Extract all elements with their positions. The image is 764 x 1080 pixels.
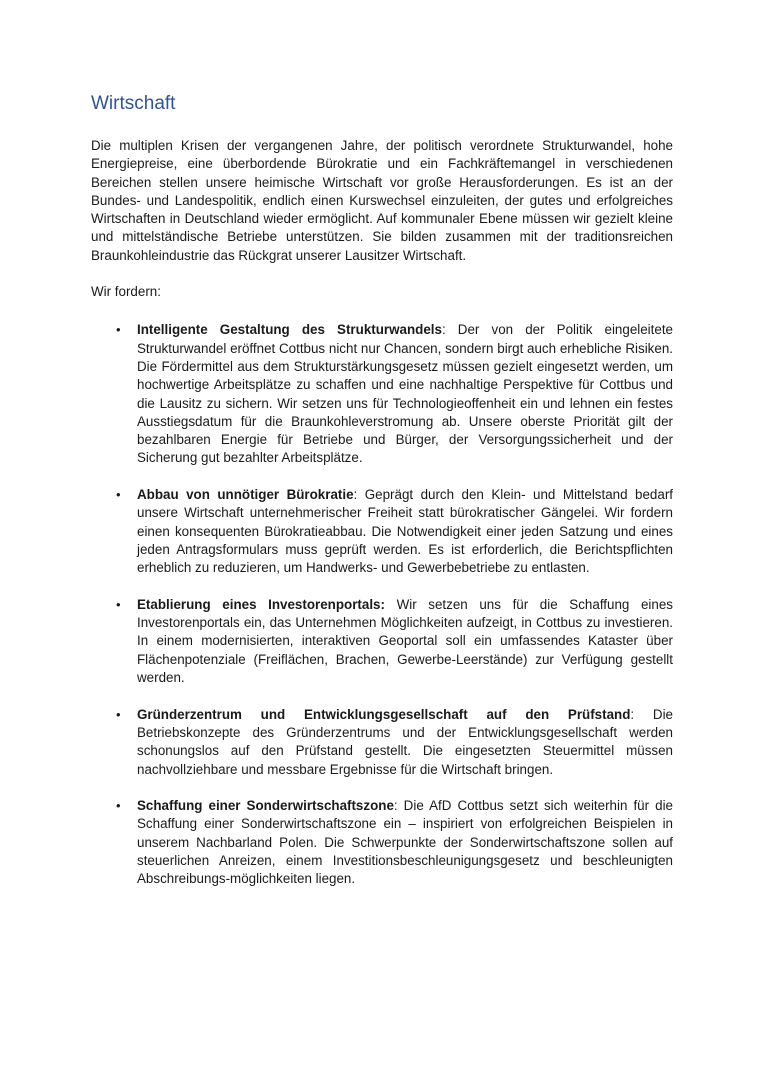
- demand-text: Der von der Politik eingeleitete Strukturwandel eröffnet Cottbus nicht nur Chancen, sondern birgt auch erhebliche Risiken. Die Fördermittel aus dem Strukturstärkungsgesetz müssen gezielt eingesetzt werden, um hochwertige Arbeitsplätze zu schaffen und eine nachhaltige Perspektive für Cottbus und die Lausitz zu sichern. Wir setzen uns für Technologieoffenheit ein und lehnen ein festes Ausstiegsdatum für die Braunkohleverstromung ab. Unsere oberste Priorität gilt der bezahlbaren Energie für Betriebe und Bürger, der Versorgungssicherheit und der Sicherung gut bezahlter Arbeitsplätze.: [137, 322, 673, 466]
- bullet-icon: •: [116, 322, 121, 338]
- section-title: Wirtschaft: [91, 93, 176, 114]
- demand-separator: :: [441, 322, 446, 338]
- demand-heading: Schaffung einer Sonderwirtschaftszone: [137, 798, 394, 814]
- demand-heading: Abbau von unnötiger Bürokratie: [137, 487, 354, 503]
- bullet-icon: •: [116, 798, 121, 814]
- demand-separator: :: [630, 706, 635, 722]
- demand-text: Die Betriebskonzepte des Gründerzentrums und der Entwicklungsgesellschaft werden schonungslos auf den Prüfstand gestellt. Die eingesetzten Steuermittel müssen nachvollziehbare und messbare Ergebnisse für die Wirtschaft bringen.: [137, 706, 673, 777]
- demand-text: Geprägt durch den Klein- und Mittelstand bedarf unsere Wirtschaft unternehmerischer Freiheit statt bürokratischer Gängelei. Wir fordern einen konsequenten Bürokratieabbau. Die Notwendigkeit einer jeden Satzung und eines jeden Antragsformulars muss geprüft werden. Es ist erforderlich, die Berichtspflichten erheblich zu reduzieren, um Handwerks- und Gewerbebetriebe zu entlasten.: [137, 487, 673, 576]
- demand-item-investorenportal: [91, 596, 673, 687]
- demand-heading: Gründerzentrum und Entwicklungsgesellschaft auf den Prüfstand: [137, 706, 631, 722]
- demand-item-strukturwandel: [91, 321, 673, 467]
- demand-heading: Intelligente Gestaltung des Strukturwandels: [137, 322, 442, 338]
- demands-list: [91, 321, 673, 888]
- demand-separator: :: [393, 798, 398, 814]
- bullet-icon: •: [116, 596, 121, 612]
- demand-text: Wir setzen uns für die Schaffung eines Investorenportals ein, das Unternehmen Möglichkeiten aufzeigt, in Cottbus zu investieren. In einem modernisierten, interaktiven Geoportal soll ein umfassendes Kataster über Flächenpotenziale (Freiflächen, Brachen, Gewerbe-Leerstände) zur Verfügung gestellt werden.: [137, 596, 673, 686]
- demand-item-gruenderzentrum: [91, 706, 673, 779]
- demand-item-sonderwirtschaftszone: [91, 797, 673, 888]
- bullet-icon: •: [116, 706, 121, 722]
- intro-paragraph: Die multiplen Krisen der vergangenen Jahre, der politisch verordnete Strukturwandel, hohe Energiepreise, eine überbordende Bürokratie und ein Fachkräftemangel in verschiedenen Bereichen stellen unsere heimische Wirtschaft vor große Herausforderungen. Es ist an der Bundes- und Landespolitik, endlich einen Kurswechsel einzuleiten, der gutes und erfolgreiches Wirtschaften in Deutschland wieder ermöglicht. Auf kommunaler Ebene müssen wir gezielt kleine und mittelständische Betriebe unterstützen. Sie bilden zusammen mit der traditionsreichen Braunkohleindustrie das Rückgrat unserer Lausitzer Wirtschaft.: [91, 138, 673, 263]
- demand-item-buerokratie: [91, 486, 673, 577]
- bullet-icon: •: [116, 487, 121, 503]
- demand-separator: :: [353, 487, 358, 503]
- demand-text: Die AfD Cottbus setzt sich weiterhin für die Schaffung einer Sonderwirtschaftszone ein – inspiriert von erfolgreichen Beispielen in unserem Nachbarland Polen. Die Schwerpunkte der Sonderwirtschaftszone sollen auf steuerlichen Anreizen, einem Investitionsbeschleunigungsgesetz und beschleunigten Abschreibungs-möglichkeiten liegen.: [137, 798, 673, 887]
- demand-heading: Etablierung eines Investorenportals:: [137, 596, 385, 612]
- demands-intro: Wir fordern:: [91, 284, 161, 300]
